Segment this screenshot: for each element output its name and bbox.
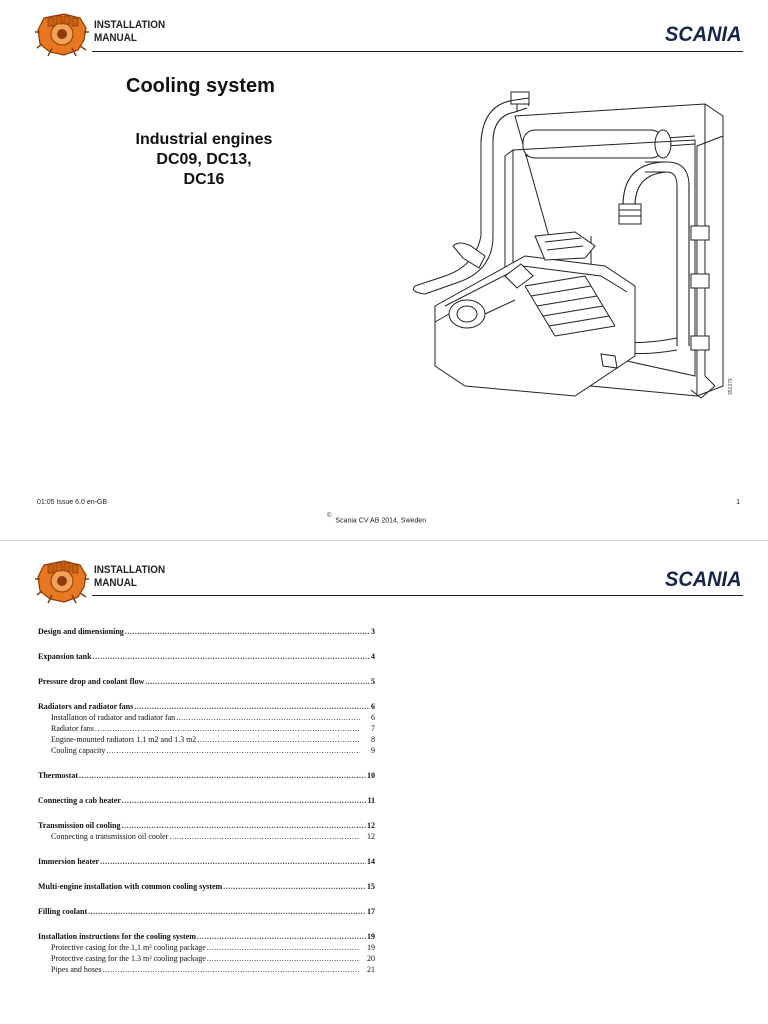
toc-subentry[interactable] xyxy=(38,942,375,953)
toc-leader-dots xyxy=(93,651,370,662)
toc-leader-dots xyxy=(197,734,360,745)
toc-group xyxy=(38,906,375,917)
toc-entry[interactable] xyxy=(38,770,375,781)
toc-entry-title: Expansion tank xyxy=(38,652,92,661)
toc-leader-dots xyxy=(207,942,360,953)
toc-entry-page: 11 xyxy=(367,796,375,805)
manual-line: MANUAL xyxy=(94,577,137,589)
toc-entry-title: Installation of radiator and radiator fan xyxy=(51,713,176,722)
toc-entry[interactable] xyxy=(38,676,375,687)
toc-entry-title: Filling coolant xyxy=(38,907,88,916)
toc-entry-page: 21 xyxy=(367,965,375,974)
toc-entry[interactable] xyxy=(38,820,375,831)
issue-info: 01:05 Issue 6.0 en-GB xyxy=(37,499,108,506)
toc-entry-title: Immersion heater xyxy=(38,857,100,866)
toc-entry-title: Connecting a transmission oil cooler xyxy=(51,832,169,841)
toc-leader-dots xyxy=(169,831,360,842)
illustration-reference-number: 351379 xyxy=(728,378,734,395)
toc-leader-dots xyxy=(223,881,366,892)
installation-line: INSTALLATION xyxy=(94,564,166,576)
toc-group xyxy=(38,881,375,892)
copyright xyxy=(327,515,426,524)
toc-leader-dots xyxy=(79,770,366,781)
toc-group xyxy=(38,626,375,637)
toc-subentry[interactable] xyxy=(38,964,375,975)
toc-entry[interactable] xyxy=(38,701,375,712)
toc-entry-title: Engine-mounted radiators 1.1 m2 and 1.3 m2 xyxy=(51,735,197,744)
toc-subentry[interactable] xyxy=(38,734,375,745)
toc-subentry[interactable] xyxy=(38,723,375,734)
toc-subentry[interactable] xyxy=(38,831,375,842)
toc-entry-title: Multi-engine installation with common cooling system xyxy=(38,882,223,891)
toc-group xyxy=(38,931,375,975)
toc-group xyxy=(38,820,375,842)
toc-entry-page: 4 xyxy=(371,652,375,661)
subtitle-line-2: DC09, DC13, DC16 xyxy=(156,151,252,188)
toc-entry[interactable] xyxy=(38,626,375,637)
toc-entry[interactable] xyxy=(38,906,375,917)
page-title: Cooling system xyxy=(126,75,275,97)
toc-entry-title: Protective casing for the 1.3 m² cooling package xyxy=(51,954,206,963)
header-rule xyxy=(92,595,743,596)
table-of-contents xyxy=(38,626,375,989)
toc-entry-page: 20 xyxy=(367,954,375,963)
toc-group xyxy=(38,795,375,806)
toc-leader-dots xyxy=(134,701,370,712)
toc-entry-page: 15 xyxy=(367,882,375,891)
toc-leader-dots xyxy=(95,723,360,734)
toc-entry-page: 9 xyxy=(371,746,375,755)
page-header xyxy=(0,541,768,601)
installation-manual-label xyxy=(94,19,165,45)
toc-entry-title: Protective casing for the 1,1 m² cooling package xyxy=(51,943,206,952)
toc-entry-title: Radiators and radiator fans xyxy=(38,702,134,711)
toc-group xyxy=(38,701,375,756)
brand-logo-text: SCANIA xyxy=(665,568,742,591)
toc-subentry[interactable] xyxy=(38,745,375,756)
toc-group xyxy=(38,676,375,687)
subtitle-line-1: Industrial engines xyxy=(135,131,273,148)
copyright-text: Scania CV AB 2014, Sweden xyxy=(335,517,427,525)
page-number: 1 xyxy=(736,499,740,506)
toc-entry-title: Pipes and hoses xyxy=(51,965,102,974)
toc-leader-dots xyxy=(176,712,360,723)
toc-entry-page: 10 xyxy=(367,771,375,780)
installation-manual-label xyxy=(94,564,165,590)
brand-logo-text: SCANIA xyxy=(665,23,742,46)
toc-entry[interactable] xyxy=(38,651,375,662)
toc-entry[interactable] xyxy=(38,856,375,867)
toc-entry-title: Pressure drop and coolant flow xyxy=(38,677,145,686)
toc-leader-dots xyxy=(103,964,360,975)
toc-entry-title: Connecting a cab heater xyxy=(38,796,121,805)
header-rule xyxy=(92,51,743,52)
toc-entry-page: 8 xyxy=(371,735,375,744)
subtitle xyxy=(134,130,274,190)
toc-leader-dots xyxy=(88,906,366,917)
toc-leader-dots xyxy=(106,745,360,756)
toc-entry-page: 12 xyxy=(367,832,375,841)
toc-leader-dots xyxy=(122,820,366,831)
toc-entry-page: 19 xyxy=(367,943,375,952)
toc-leader-dots xyxy=(145,676,370,687)
toc-leader-dots xyxy=(197,931,366,942)
toc-leader-dots xyxy=(100,856,366,867)
toc-leader-dots xyxy=(207,953,360,964)
toc-entry-page: 7 xyxy=(371,724,375,733)
engine-logo-icon xyxy=(34,10,90,58)
toc-entry-page: 6 xyxy=(371,713,375,722)
toc-entry-title: Thermostat xyxy=(38,771,78,780)
manual-line: MANUAL xyxy=(94,32,137,44)
toc-entry-page: 6 xyxy=(371,702,375,711)
toc-entry-page: 3 xyxy=(371,627,375,636)
toc-subentry[interactable] xyxy=(38,953,375,964)
toc-entry-title: Cooling capacity xyxy=(51,746,106,755)
toc-group xyxy=(38,651,375,662)
engine-logo-icon xyxy=(34,557,90,605)
page-header xyxy=(0,0,768,60)
toc-entry[interactable] xyxy=(38,931,375,942)
toc-entry-page: 19 xyxy=(367,932,375,941)
toc-leader-dots xyxy=(122,795,367,806)
toc-entry-page: 5 xyxy=(371,677,375,686)
toc-entry[interactable] xyxy=(38,881,375,892)
copyright-symbol: © xyxy=(327,513,332,519)
toc-entry-title: Transmission oil cooling xyxy=(38,821,121,830)
toc-entry-title: Radiator fans xyxy=(51,724,94,733)
toc-entry-title: Installation instructions for the cooling system xyxy=(38,932,196,941)
toc-entry-title: Design and dimensioning xyxy=(38,627,124,636)
toc-entry-page: 12 xyxy=(367,821,375,830)
toc-group xyxy=(38,770,375,781)
cooling-package-illustration xyxy=(405,86,745,411)
contents-page xyxy=(0,540,768,1024)
toc-entry-page: 17 xyxy=(367,907,375,916)
toc-entry-page: 14 xyxy=(367,857,375,866)
installation-line: INSTALLATION xyxy=(94,19,166,31)
toc-entry[interactable] xyxy=(38,795,375,806)
toc-group xyxy=(38,856,375,867)
toc-leader-dots xyxy=(125,626,370,637)
toc-subentry[interactable] xyxy=(38,712,375,723)
